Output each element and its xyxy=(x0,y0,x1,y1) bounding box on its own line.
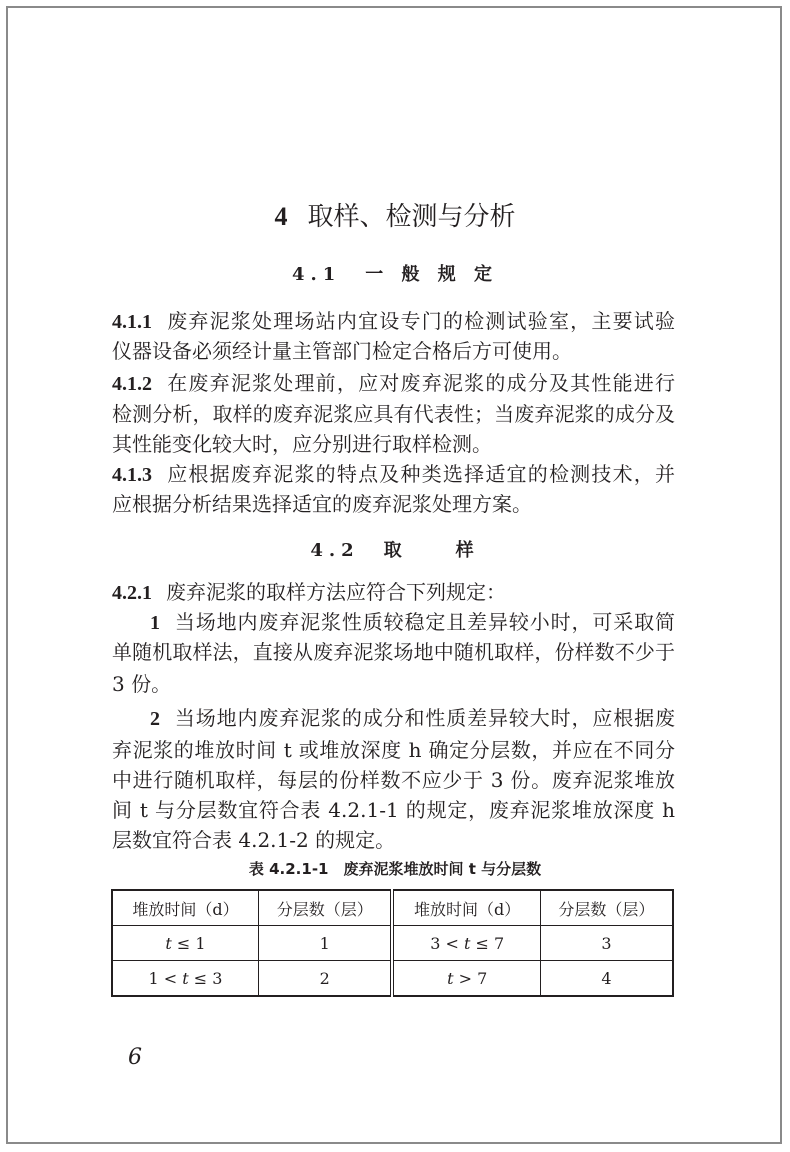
text-line: 检测分析，取样的废弃泥浆应具有代表性；当废弃泥浆的成分及 xyxy=(112,402,675,426)
chapter-title: 4 取样、检测与分析 xyxy=(274,202,516,232)
text-line: 层数宜符合表 4.2.1-2 的规定。 xyxy=(112,828,396,852)
header-cell: 分层数（层） xyxy=(259,890,393,926)
text-line: 仪器设备必须经计量主管部门检定合格后方可使用。 xyxy=(112,339,572,363)
table-cell: 3 < t ≤ 7 xyxy=(392,926,540,961)
item-2: 2 当场地内废弃泥浆的成分和性质差异较大时，应根据废 xyxy=(150,706,675,730)
text-line: 弃泥浆的堆放时间 t 或堆放深度 h 确定分层数，并应在不同分 xyxy=(112,738,675,762)
text-line: 单随机取样法，直接从废弃泥浆场地中随机取样，份样数不少于 xyxy=(112,640,675,664)
item-1: 1 当场地内废弃泥浆性质较稳定且差异较小时，可采取简 xyxy=(150,610,675,634)
clause-4-1-1: 4.1.1 废弃泥浆处理场站内宜设专门的检测试验室，主要试验 xyxy=(112,309,675,333)
header-cell: 堆放时间（d） xyxy=(392,890,540,926)
text-line: 应根据分析结果选择适宜的废弃泥浆处理方案。 xyxy=(112,492,532,516)
table-cell: t > 7 xyxy=(392,961,540,997)
section-heading-4-1: 4.1 一 般 规 定 xyxy=(291,264,499,285)
table-cell: 1 xyxy=(259,926,393,961)
table-cell: 1 < t ≤ 3 xyxy=(112,961,259,997)
section-heading-4-2: 4.2 取 样 xyxy=(310,540,480,561)
header-cell: 分层数（层） xyxy=(540,890,673,926)
header-cell: 堆放时间（d） xyxy=(112,890,259,926)
clause-4-1-2: 4.1.2 在废弃泥浆处理前，应对废弃泥浆的成分及其性能进行 xyxy=(112,371,675,395)
table-cell: 3 xyxy=(540,926,673,961)
table-header-row xyxy=(112,890,673,926)
table-row xyxy=(112,926,673,961)
table-cell: t ≤ 1 xyxy=(112,926,259,961)
text-line: 间 t 与分层数宜符合表 4.2.1-1 的规定，废弃泥浆堆放深度 h xyxy=(112,798,675,822)
text-line: 中进行随机取样，每层的份样数不应少于 3 份。废弃泥浆堆放 xyxy=(112,768,675,792)
table-row xyxy=(112,961,673,997)
clause-4-1-3: 4.1.3 应根据废弃泥浆的特点及种类选择适宜的检测技术，并 xyxy=(112,462,675,486)
table-caption: 表 4.2.1-1 废弃泥浆堆放时间 t 与分层数 xyxy=(248,860,542,878)
clause-4-2-1: 4.2.1 废弃泥浆的取样方法应符合下列规定： xyxy=(112,580,506,604)
table-cell: 2 xyxy=(259,961,393,997)
text-line: 其性能变化较大时，应分别进行取样检测。 xyxy=(112,432,492,456)
table-cell: 4 xyxy=(540,961,673,997)
layering-table xyxy=(111,889,674,997)
text-line: 3 份。 xyxy=(112,672,172,696)
page-number: 6 xyxy=(128,1045,142,1070)
